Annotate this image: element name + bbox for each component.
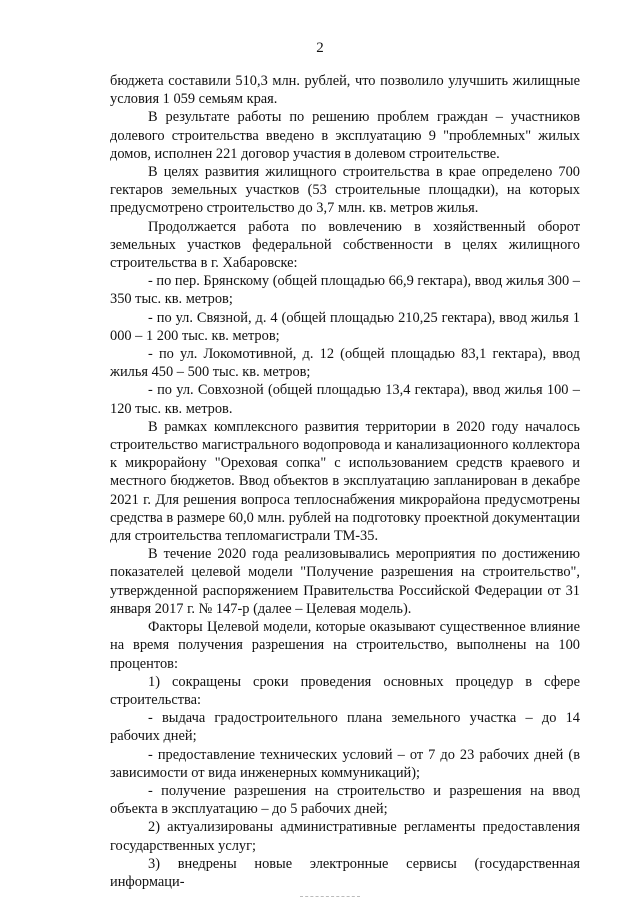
paragraph: - по ул. Связной, д. 4 (общей площадью 210,25 гектара), ввод жилья 1 000 – 1 200 тыс. кв. метров;	[110, 309, 580, 344]
paragraph: 1) сокращены сроки проведения основных процедур в сфере строительства:	[110, 673, 580, 708]
paragraph: бюджета составили 510,3 млн. рублей, что позволило улучшить жилищные условия 1 059 семьям края.	[110, 73, 580, 108]
paragraph: 3) внедрены новые электронные сервисы (государственная информаци-	[110, 855, 580, 890]
paragraph: Продолжается работа по вовлечению в хозяйственный оборот земельных участков федеральной собственности в целях жилищного строительства в г. Хабаровске:	[110, 218, 580, 272]
paragraph: В течение 2020 года реализовывались мероприятия по достижению показателей целевой модели "Получение разрешения на строительство", утвержденной распоряжением Правительства Российской Федерации от 31 января 2017 г. № 147-р (далее – Целевая модель).	[110, 546, 580, 617]
paragraph: - выдача градостроительного плана земельного участка – до 14 рабочих дней;	[110, 710, 580, 745]
scan-artifact-line	[300, 896, 360, 899]
paragraph: Факторы Целевой модели, которые оказывают существенное влияние на время получения разрешения на строительство, выполнены на 100 процентов:	[110, 619, 580, 672]
paragraph: В целях развития жилищного строительства в крае определено 700 гектаров земельных участков (53 строительные площадки), на которых предусмотрено строительство до 3,7 млн. кв. метров жилья.	[110, 164, 580, 217]
paragraph: - по ул. Совхозной (общей площадью 13,4 гектара), ввод жилья 100 – 120 тыс. кв. метров.	[110, 382, 580, 417]
paragraph: - по ул. Локомотивной, д. 12 (общей площадью 83,1 гектара), ввод жилья 450 – 500 тыс. кв. метров;	[110, 346, 580, 381]
document-body	[110, 72, 580, 891]
paragraph: 2) актуализированы административные регламенты предоставления государственных услуг;	[110, 819, 580, 854]
paragraph: В результате работы по решению проблем граждан – участников долевого строительства введено в эксплуатацию 9 "проблемных" жилых домов, исполнен 221 договор участия в долевом строительстве.	[110, 109, 580, 162]
paragraph: - предоставление технических условий – от 7 до 23 рабочих дней (в зависимости от вида инженерных коммуникаций);	[110, 746, 580, 781]
page-number: 2	[316, 40, 324, 56]
paragraph: - получение разрешения на строительство и разрешения на ввод объекта в эксплуатацию – до 5 рабочих дней;	[110, 782, 580, 818]
paragraph: - по пер. Брянскому (общей площадью 66,9 гектара), ввод жилья 300 – 350 тыс. кв. метров;	[110, 273, 580, 308]
paragraph: В рамках комплексного развития территории в 2020 году началось строительство магистрального водопровода и канализационного коллектора к микрорайону "Ореховая сопка" с использованием средств краевого и местного бюджетов. Ввод объектов в эксплуатацию запланирован в декабре 2021 г. Для решения вопроса теплоснабжения микрорайона предусмотрены средства в размере 60,0 млн. рублей на подготовку проектной документации для строительства тепломагистрали ТМ-35.	[110, 418, 580, 545]
